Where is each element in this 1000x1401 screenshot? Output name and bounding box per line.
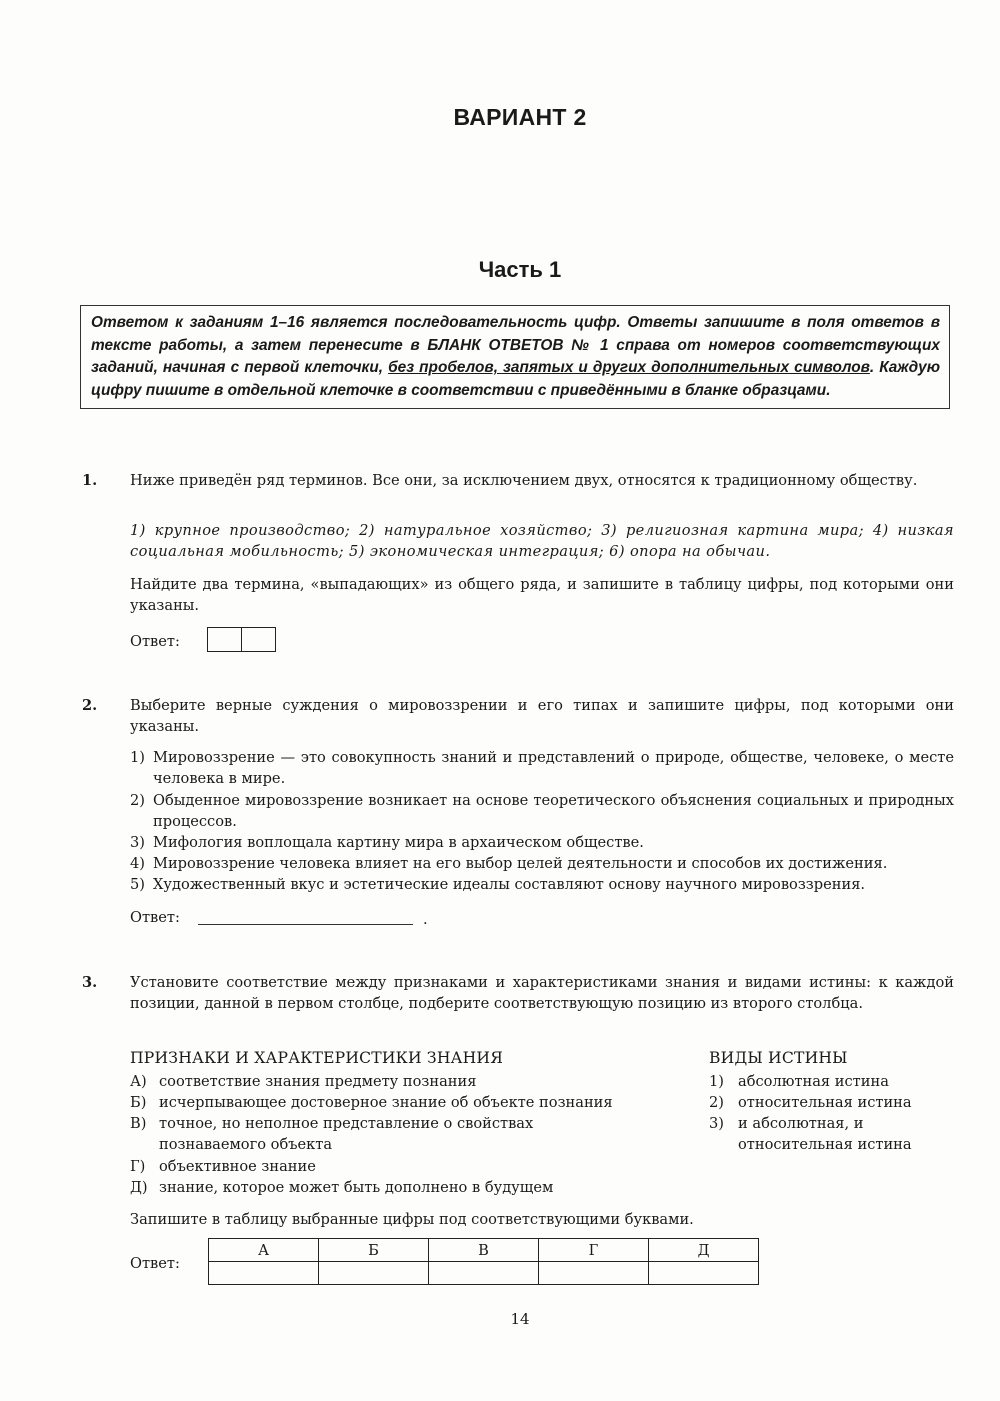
task1-answer-boxes[interactable] xyxy=(207,627,276,652)
task3-left-item xyxy=(130,1156,670,1177)
item-text: абсолютная истина xyxy=(738,1073,889,1090)
item-key: Д) xyxy=(130,1179,148,1196)
task3-instruction: Запишите в таблицу выбранные цифры под соответствующими буквами. xyxy=(130,1211,694,1228)
answer-table-header: Г xyxy=(539,1239,649,1262)
task3-left-header: ПРИЗНАКИ И ХАРАКТЕРИСТИКИ ЗНАНИЯ xyxy=(130,1049,504,1067)
item-key: 2) xyxy=(709,1094,724,1111)
item-text: точное, но неполное представление о свойствах познаваемого объекта xyxy=(159,1115,534,1153)
part-title: Часть 1 xyxy=(478,257,562,282)
answer-table-cell[interactable] xyxy=(319,1262,429,1285)
item-key: В) xyxy=(130,1115,147,1132)
answer-table-cell[interactable] xyxy=(209,1262,319,1285)
option-number: 2) xyxy=(130,792,145,809)
option-text: Художественный вкус и эстетические идеалы составляют основу научного мировоззрения. xyxy=(153,876,866,893)
answer-table-header: В xyxy=(429,1239,539,1262)
instruction-text-1: Ответом к заданиям 1–16 является последовательность цифр. Ответы запишите в поля ответов в тексте работы, а затем перенесите в БЛАНК ОТВЕТОВ № 1 справа от номеров соответствующих заданий, начиная с первой клеточки, xyxy=(91,314,940,376)
task2-option xyxy=(130,790,954,832)
task3-left-item xyxy=(130,1177,670,1198)
task1-answer-cell[interactable] xyxy=(207,627,242,652)
task2-option xyxy=(130,747,954,789)
item-text: относительная истина xyxy=(738,1094,912,1111)
item-key: 3) xyxy=(709,1115,724,1132)
task1-answer-cell[interactable] xyxy=(241,627,276,652)
task3-number: 3. xyxy=(82,974,98,991)
instruction-underlined: без пробелов, запятых и других дополнительных символов xyxy=(388,359,870,376)
option-text: Мировоззрение — это совокупность знаний и представлений о природе, обществе, человеке, о месте человека в мире. xyxy=(153,749,954,787)
task2-answer-line[interactable] xyxy=(198,924,413,925)
item-key: Б) xyxy=(130,1094,147,1111)
task3-answer-table xyxy=(208,1238,759,1285)
task1-question: Найдите два термина, «выпадающих» из общего ряда, и запишите в таблицу цифры, под которыми они указаны. xyxy=(130,576,954,614)
page-number: 14 xyxy=(510,1310,530,1328)
task1-terms: 1) крупное производство; 2) натуральное хозяйство; 3) религиозная картина мира; 4) низкая социальная мобильность; 5) экономическая интеграция; 6) опора на обычаи. xyxy=(130,522,954,560)
task3-left-item xyxy=(130,1071,670,1092)
task3-answer-label: Ответ: xyxy=(130,1255,180,1272)
option-number: 5) xyxy=(130,876,145,893)
instruction-text-2: . Каждую цифру пишите в отдельной клеточке в соответствии с приведёнными в бланке образцами. xyxy=(91,359,941,399)
task3-right-item xyxy=(709,1113,941,1155)
option-number: 4) xyxy=(130,855,145,872)
item-text: исчерпывающее достоверное знание об объекте познания xyxy=(159,1094,613,1111)
task3-left-item xyxy=(130,1092,670,1113)
variant-title: ВАРИАНТ 2 xyxy=(453,104,587,130)
task2-option xyxy=(130,853,954,874)
task1-number: 1. xyxy=(82,472,98,489)
task3-right-item xyxy=(709,1071,954,1092)
task2-answer-label: Ответ: xyxy=(130,909,180,926)
answer-table-header: А xyxy=(209,1239,319,1262)
task1-text: Ниже приведён ряд терминов. Все они, за исключением двух, относятся к традиционному обществу. xyxy=(130,472,918,489)
task3-right-header: ВИДЫ ИСТИНЫ xyxy=(709,1049,848,1067)
item-key: Г) xyxy=(130,1158,146,1175)
item-key: А) xyxy=(130,1073,147,1090)
task3-text: Установите соответствие между признаками и характеристиками знания и видами истины: к каждой позиции, данной в первом столбце, подберите соответствующую позицию из второго столбца. xyxy=(130,974,954,1012)
option-text: Обыденное мировоззрение возникает на основе теоретического объяснения социальных и природных процессов. xyxy=(153,792,954,830)
task2-answer-dot: . xyxy=(423,911,428,928)
item-text: и абсолютная, и относительная истина xyxy=(738,1115,912,1153)
task2-text: Выберите верные суждения о мировоззрении и его типах и запишите цифры, под которыми они указаны. xyxy=(130,697,954,735)
answer-table-input-row xyxy=(209,1262,759,1285)
task3-right-item xyxy=(709,1092,954,1113)
option-text: Мировоззрение человека влияет на его выбор целей деятельности и способов их достижения. xyxy=(153,855,888,872)
item-text: объективное знание xyxy=(159,1158,316,1175)
answer-table-header: Д xyxy=(649,1239,759,1262)
answer-table-header: Б xyxy=(319,1239,429,1262)
option-number: 1) xyxy=(130,749,145,766)
instruction-box xyxy=(80,305,950,409)
option-number: 3) xyxy=(130,834,145,851)
task3-left-item xyxy=(130,1113,600,1155)
item-text: соответствие знания предмету познания xyxy=(159,1073,477,1090)
task2-number: 2. xyxy=(82,697,98,714)
answer-table-header-row xyxy=(209,1239,759,1262)
option-text: Мифология воплощала картину мира в архаическом обществе. xyxy=(153,834,644,851)
item-key: 1) xyxy=(709,1073,724,1090)
answer-table-cell[interactable] xyxy=(539,1262,649,1285)
answer-table-cell[interactable] xyxy=(649,1262,759,1285)
task2-option xyxy=(130,874,954,895)
item-text: знание, которое может быть дополнено в будущем xyxy=(159,1179,554,1196)
answer-table-cell[interactable] xyxy=(429,1262,539,1285)
task1-answer-label: Ответ: xyxy=(130,633,180,650)
task2-option xyxy=(130,832,954,853)
